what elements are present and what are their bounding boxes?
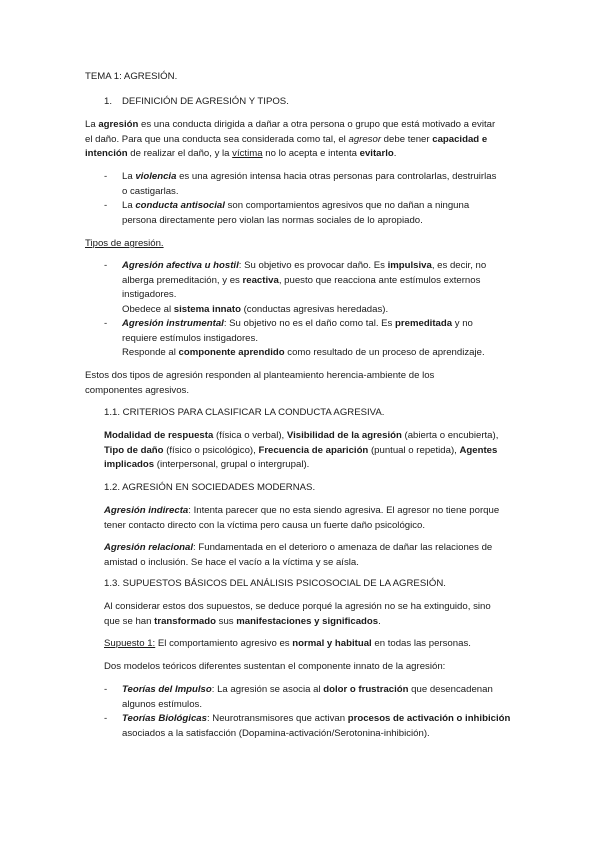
- text-bold: Modalidad de respuesta: [104, 430, 214, 441]
- text: es una conducta dirigida a dañar a otra persona o grupo que está motivado a evitar: [138, 119, 496, 130]
- bullet-afectiva-line2: [122, 274, 480, 289]
- p3-line1: [104, 429, 498, 444]
- text: que se han: [104, 615, 155, 627]
- text-bold: implicados: [104, 459, 155, 470]
- text-bold: componente aprendido: [178, 347, 285, 358]
- text: (interpersonal, grupal o intergrupal).: [154, 459, 310, 470]
- text: (puntual o repetida),: [368, 444, 460, 456]
- text: La: [122, 200, 136, 211]
- p1-line2: [85, 133, 487, 148]
- text-bold: Tipo de daño: [104, 444, 164, 456]
- bullet-dash: -: [104, 318, 108, 329]
- text-bold: Frecuencia de aparición: [258, 444, 369, 456]
- text-underlined: víctima: [232, 148, 263, 159]
- text-bold: evitarlo: [359, 148, 394, 159]
- bullet-instrumental-line3: [122, 346, 485, 361]
- p3-line3: [104, 458, 309, 473]
- bullet-dash: -: [104, 200, 108, 211]
- section-1-number: 1.: [104, 96, 113, 107]
- text: alberga premeditación, y es: [122, 274, 243, 286]
- text: (física o verbal),: [213, 430, 287, 441]
- bullet-impulso-line2: algunos estímulos.: [122, 698, 202, 710]
- p6-line1: Al considerar estos dos supuestos, se deduce porqué la agresión no se ha extinguido, sino: [104, 601, 491, 612]
- p2-line2: componentes agresivos.: [85, 384, 189, 396]
- text: (físico o psicológico),: [163, 444, 259, 456]
- p5-line2: amistad o inclusión. Se hace el vacío a la víctima y se aísla.: [104, 556, 359, 568]
- text: y no: [452, 318, 473, 329]
- text: : La agresión se asocia al: [211, 684, 324, 695]
- bullet-afectiva-line4: [122, 303, 388, 318]
- bullet-dash: -: [104, 684, 108, 695]
- text-italic: agresor: [348, 133, 382, 145]
- text-bold: procesos de activación o inhibición: [347, 713, 511, 724]
- p3-line2: [104, 444, 497, 459]
- tipos-title: Tipos de agresión.: [85, 238, 164, 249]
- text-bold-italic: Agresión relacional: [104, 542, 194, 553]
- bullet-instrumental-line1: [122, 317, 473, 332]
- text: El comportamiento agresivo es: [155, 638, 293, 649]
- text: .: [378, 615, 381, 627]
- text: en todas las personas.: [371, 638, 471, 649]
- text-bold: reactiva: [242, 274, 279, 286]
- bullet-violencia-line1: [122, 170, 496, 185]
- bullet-dash: -: [104, 260, 108, 271]
- bullet-antisocial-line2: persona directamente pero violan las normas sociales de lo apropiado.: [122, 214, 423, 226]
- p4-line2: tener contacto directo con la víctima pero causa un fuerte daño psicológico.: [104, 519, 426, 531]
- text-underlined: Supuesto 1:: [104, 638, 156, 649]
- text-bold: Visibilidad de la agresión: [286, 430, 402, 441]
- section-1-title: DEFINICIÓN DE AGRESIÓN Y TIPOS.: [122, 96, 289, 107]
- text-bold: agresión: [98, 119, 139, 130]
- text: : Neurotransmisores que activan: [206, 713, 348, 724]
- p6-line2: [104, 615, 381, 630]
- text: de realizar el daño, y la: [127, 148, 233, 159]
- text-bold-italic: Agresión instrumental: [122, 318, 224, 329]
- page-heading: TEMA 1: AGRESIÓN.: [85, 71, 178, 82]
- text-bold: normal y habitual: [292, 638, 372, 649]
- text-bold: Agentes: [459, 444, 498, 456]
- p4-line1: [104, 504, 499, 519]
- text: La: [122, 171, 136, 182]
- p5-line1: [104, 541, 492, 556]
- bullet-biologicas-line1: [122, 712, 510, 727]
- text: que desencadenan: [408, 684, 493, 695]
- p1-line1: [85, 118, 495, 133]
- text: (abierta o encubierta),: [401, 430, 499, 441]
- text-bold-italic: conducta antisocial: [135, 200, 225, 211]
- text-bold: dolor o frustración: [323, 684, 409, 695]
- bullet-antisocial-line1: [122, 199, 469, 214]
- text: no lo acepta e intenta: [262, 148, 360, 159]
- p7-line1: [104, 637, 471, 652]
- text: el daño. Para que una conducta sea considerada como tal, el: [85, 133, 349, 145]
- text-bold: manifestaciones y significados: [236, 615, 379, 627]
- text-bold: premeditada: [395, 318, 453, 329]
- bullet-dash: -: [104, 713, 108, 724]
- text: son comportamientos agresivos que no dañan a ninguna: [224, 200, 470, 211]
- bullet-afectiva-line3: instigadores.: [122, 289, 177, 300]
- p8-line1: Dos modelos teóricos diferentes sustentan el componente innato de la agresión:: [104, 661, 446, 672]
- bullet-violencia-line2: o castigarlas.: [122, 185, 179, 197]
- bullet-instrumental-line2: requiere estímulos instigadores.: [122, 332, 258, 344]
- text-bold: impulsiva: [387, 260, 432, 271]
- text: como resultado de un proceso de aprendizaje.: [284, 347, 485, 358]
- bullet-afectiva-line1: [122, 259, 486, 274]
- section-1-2-title: 1.2. AGRESIÓN EN SOCIEDADES MODERNAS.: [104, 482, 316, 493]
- text: : Su objetivo es provocar daño. Es: [238, 260, 388, 271]
- text: es una agresión intensa hacia otras personas para controlarlas, destruirlas: [176, 171, 497, 182]
- bullet-dash: -: [104, 171, 108, 182]
- text-bold-italic: Agresión indirecta: [104, 505, 189, 516]
- text: , es decir, no: [431, 260, 487, 271]
- text: La: [85, 119, 99, 130]
- text-bold: intención: [85, 148, 128, 159]
- text-bold: capacidad e: [432, 133, 488, 145]
- bullet-impulso-line1: [122, 683, 493, 698]
- text-bold-italic: violencia: [135, 171, 177, 182]
- text: Obedece al: [122, 303, 174, 315]
- text: : Intenta parecer que no esta siendo agresiva. El agresor no tiene porque: [188, 505, 500, 516]
- text-bold-italic: Agresión afectiva u hostil: [122, 260, 239, 271]
- text: : Su objetivo no es el daño como tal. Es: [223, 318, 396, 329]
- text-bold-italic: Teorías Biológicas: [122, 713, 207, 724]
- text: (conductas agresivas heredadas).: [240, 303, 389, 315]
- text: Responde al: [122, 347, 179, 358]
- text-bold: transformado: [154, 615, 216, 627]
- text: .: [393, 148, 397, 159]
- text-bold-italic: Teorías del Impulso: [122, 684, 212, 695]
- text: , puesto que reacciona ante estímulos externos: [278, 274, 481, 286]
- text: : Fundamentada en el deterioro o amenaza de dañar las relaciones de: [193, 542, 493, 553]
- section-1-3-title: 1.3. SUPUESTOS BÁSICOS DEL ANÁLISIS PSICOSOCIAL DE LA AGRESIÓN.: [104, 578, 446, 589]
- text-bold: sistema innato: [173, 303, 241, 315]
- p2-line1: Estos dos tipos de agresión responden al planteamiento herencia-ambiente de los: [85, 370, 435, 381]
- bullet-biologicas-line2: asociados a la satisfacción (Dopamina-activación/Serotonina-inhibición).: [122, 727, 430, 739]
- text: debe tener: [381, 133, 433, 145]
- p1-line3: [85, 147, 396, 162]
- text: sus: [216, 615, 237, 627]
- section-1-1-title: 1.1. CRITERIOS PARA CLASIFICAR LA CONDUCTA AGRESIVA.: [104, 407, 385, 418]
